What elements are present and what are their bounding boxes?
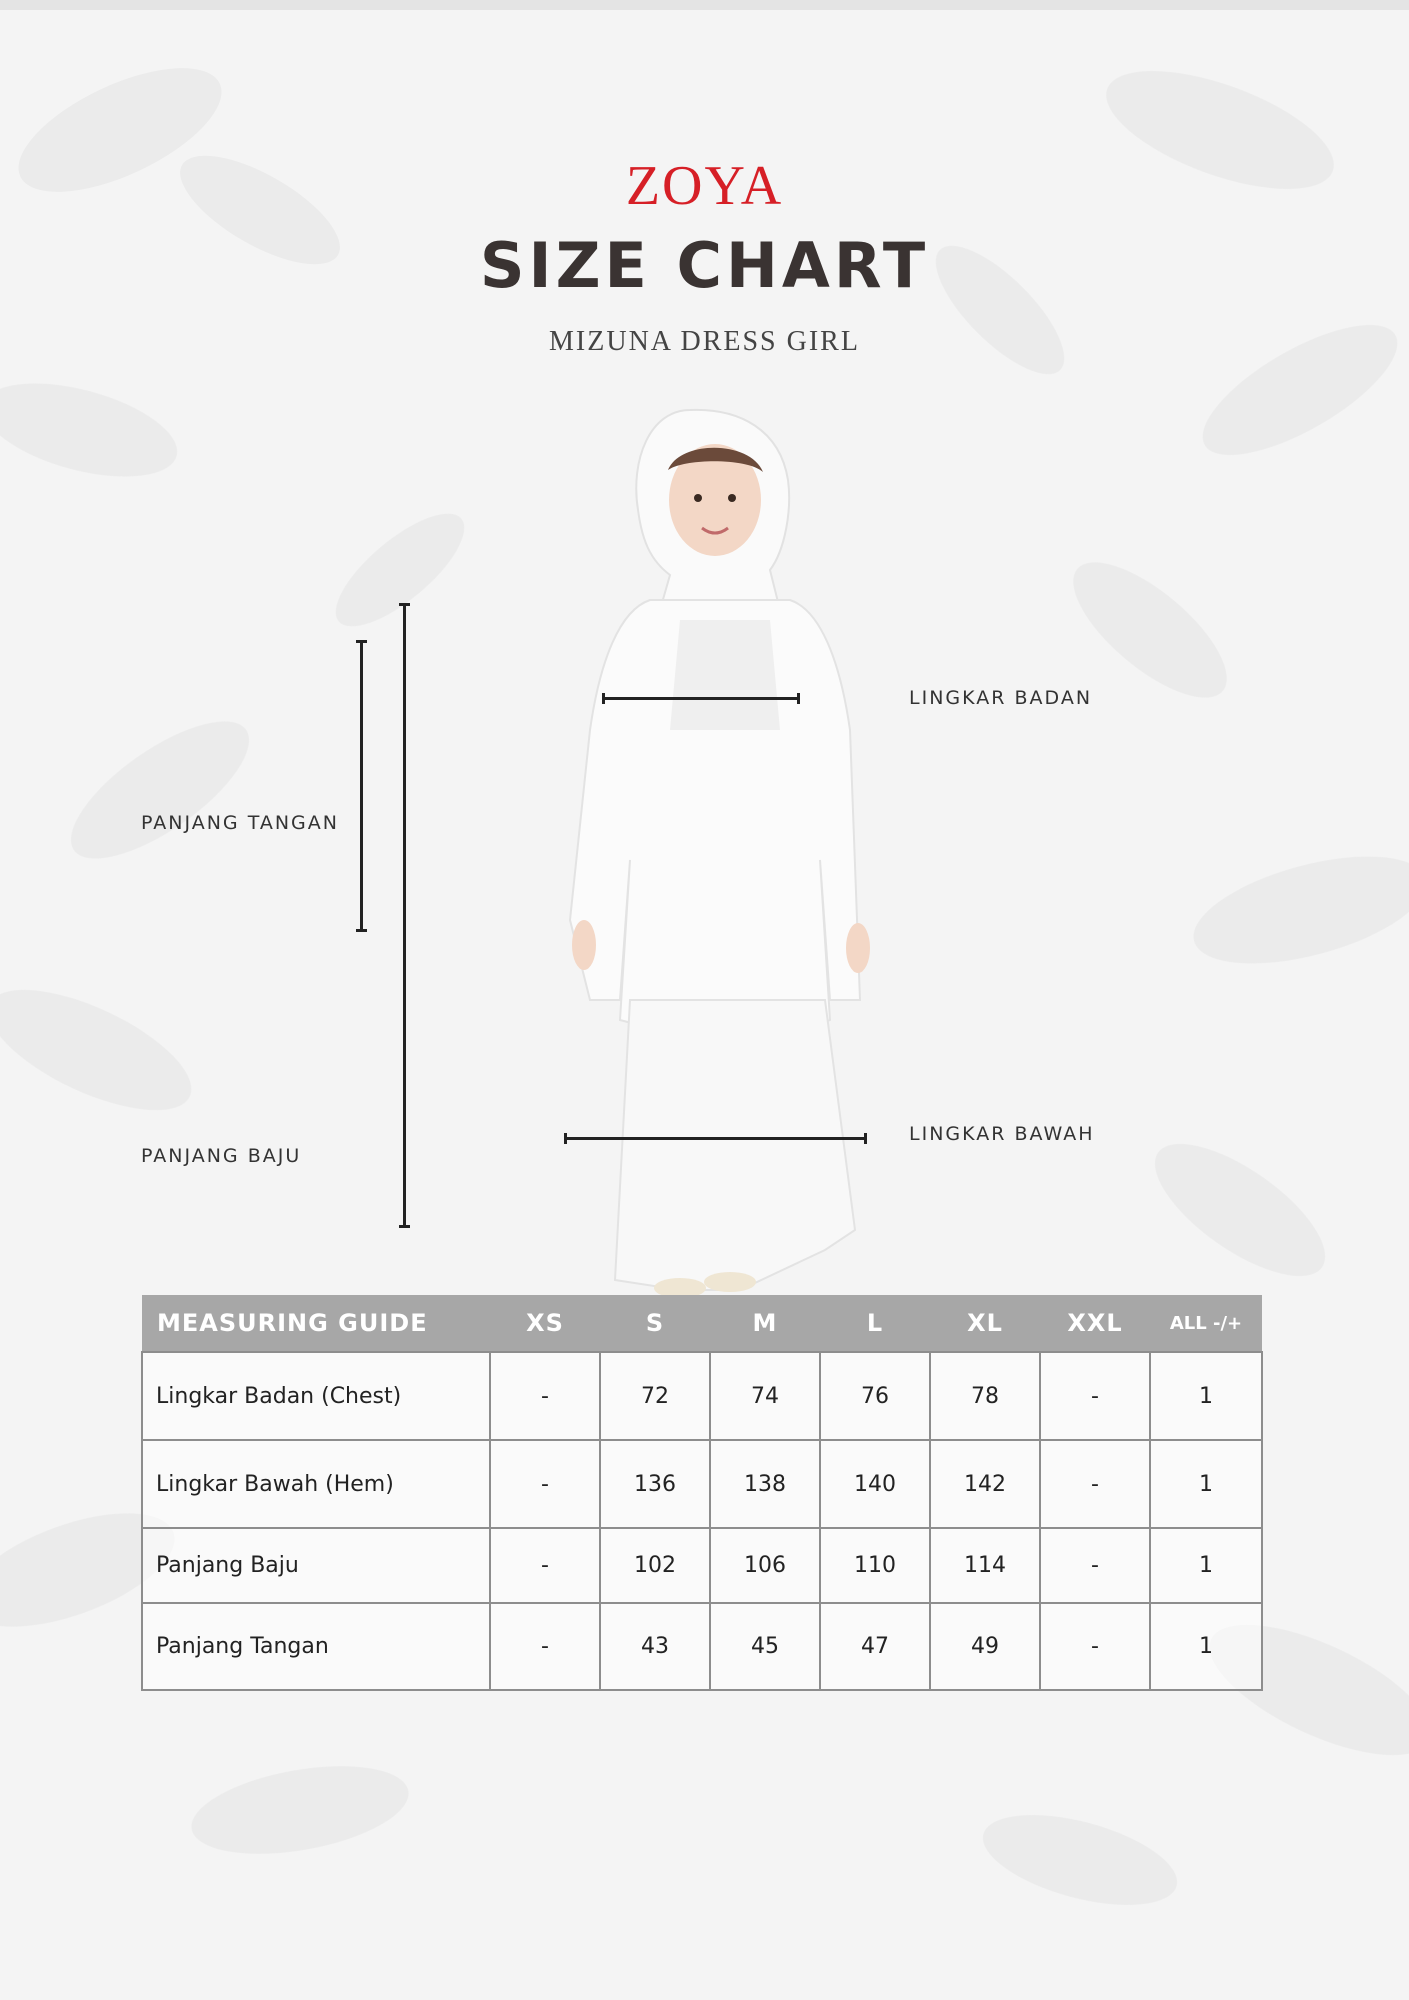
table-row: [142, 1440, 1262, 1528]
table-cell: -: [1040, 1603, 1150, 1690]
lingkar-badan-line: [602, 697, 800, 700]
table-cell: 1: [1150, 1528, 1262, 1603]
column-header: ALL -/+: [1150, 1295, 1262, 1352]
table-header-row: [142, 1295, 1262, 1352]
lingkar-bawah-label: LINGKAR BAWAH: [909, 1123, 1095, 1145]
table-cell: 1: [1150, 1352, 1262, 1440]
lingkar-bawah-line: [564, 1137, 867, 1140]
table-cell: -: [490, 1352, 600, 1440]
table-cell: 45: [710, 1603, 820, 1690]
panjang-tangan-label: PANJANG TANGAN: [141, 812, 339, 834]
table-cell: 43: [600, 1603, 710, 1690]
table-cell: 114: [930, 1528, 1040, 1603]
column-header: XXL: [1040, 1295, 1150, 1352]
table-cell: 142: [930, 1440, 1040, 1528]
row-label: Panjang Baju: [142, 1528, 490, 1603]
table-cell: 72: [600, 1352, 710, 1440]
table-cell: 138: [710, 1440, 820, 1528]
column-header: XL: [930, 1295, 1040, 1352]
table-cell: 78: [930, 1352, 1040, 1440]
table-cell: -: [490, 1528, 600, 1603]
table-cell: 106: [710, 1528, 820, 1603]
table-cell: 1: [1150, 1440, 1262, 1528]
row-label: Panjang Tangan: [142, 1603, 490, 1690]
table-cell: 102: [600, 1528, 710, 1603]
row-label: Lingkar Badan (Chest): [142, 1352, 490, 1440]
table-cell: -: [490, 1440, 600, 1528]
table-cell: -: [1040, 1440, 1150, 1528]
table-cell: 136: [600, 1440, 710, 1528]
panjang-baju-label: PANJANG BAJU: [141, 1145, 302, 1167]
table-cell: -: [1040, 1528, 1150, 1603]
brand-logo: ZOYA: [625, 155, 784, 217]
top-strip: [0, 0, 1409, 10]
table-row: [142, 1352, 1262, 1440]
table-cell: 49: [930, 1603, 1040, 1690]
table-cell: 76: [820, 1352, 930, 1440]
table-cell: 140: [820, 1440, 930, 1528]
row-label: Lingkar Bawah (Hem): [142, 1440, 490, 1528]
table-cell: 110: [820, 1528, 930, 1603]
table-row: [142, 1528, 1262, 1603]
model-photo: [480, 400, 960, 1300]
column-header: L: [820, 1295, 930, 1352]
table-cell: -: [1040, 1352, 1150, 1440]
column-header: M: [710, 1295, 820, 1352]
panjang-tangan-line: [360, 640, 363, 932]
lingkar-badan-label: LINGKAR BADAN: [909, 687, 1093, 709]
column-header: MEASURING GUIDE: [142, 1295, 490, 1352]
size-table: [141, 1295, 1263, 1691]
table-cell: 74: [710, 1352, 820, 1440]
column-header: S: [600, 1295, 710, 1352]
table-row: [142, 1603, 1262, 1690]
page-title: SIZE CHART: [479, 229, 930, 302]
table-cell: 1: [1150, 1603, 1262, 1690]
product-name: MIZUNA DRESS GIRL: [549, 326, 860, 357]
table-cell: -: [490, 1603, 600, 1690]
table-cell: 47: [820, 1603, 930, 1690]
column-header: XS: [490, 1295, 600, 1352]
panjang-baju-line: [403, 603, 406, 1228]
